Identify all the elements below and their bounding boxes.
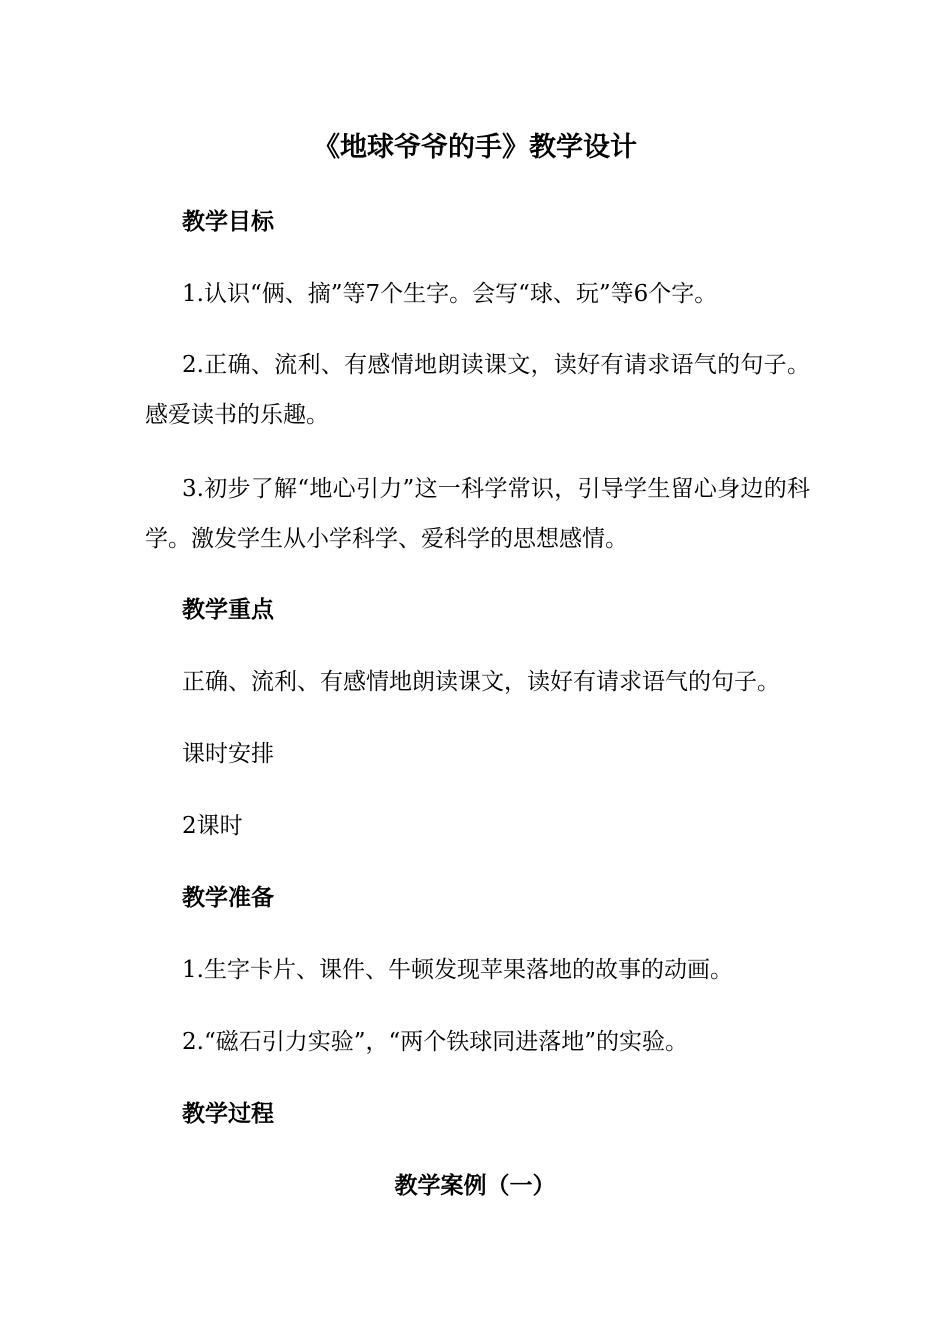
preparation-item-1: 1.生字卡片、课件、牛顿发现苹果落地的故事的动画。 xyxy=(182,957,733,983)
section-heading-preparation: 教学准备 xyxy=(182,884,274,911)
document-title: 《地球爷爷的手》教学设计 xyxy=(313,132,637,163)
section-heading-key-points: 教学重点 xyxy=(182,596,274,623)
schedule-value: 2课时 xyxy=(182,813,243,839)
goal-item-1: 1.认识“俩、摘”等7个生字。会写“球、玩”等6个字。 xyxy=(182,281,718,307)
preparation-item-2: 2.“磁石引力实验”，“两个铁球同进落地”的实验。 xyxy=(182,1029,688,1055)
schedule-label: 课时安排 xyxy=(182,741,274,767)
goal-item-3: 3.初步了解“地心引力”这一科学常识，引导学生留心身边的科学。激发学生从小学科学、爱科学的思想感情。 xyxy=(145,476,810,552)
section-heading-goals: 教学目标 xyxy=(182,208,274,235)
goal-item-2: 2.正确、流利、有感情地朗读课文，读好有请求语气的句子。感爱读书的乐趣。 xyxy=(145,352,810,428)
key-points-text: 正确、流利、有感情地朗读课文，读好有请求语气的句子。 xyxy=(182,669,780,695)
case-title: 教学案例（一） xyxy=(394,1172,556,1199)
section-heading-process: 教学过程 xyxy=(182,1100,274,1127)
